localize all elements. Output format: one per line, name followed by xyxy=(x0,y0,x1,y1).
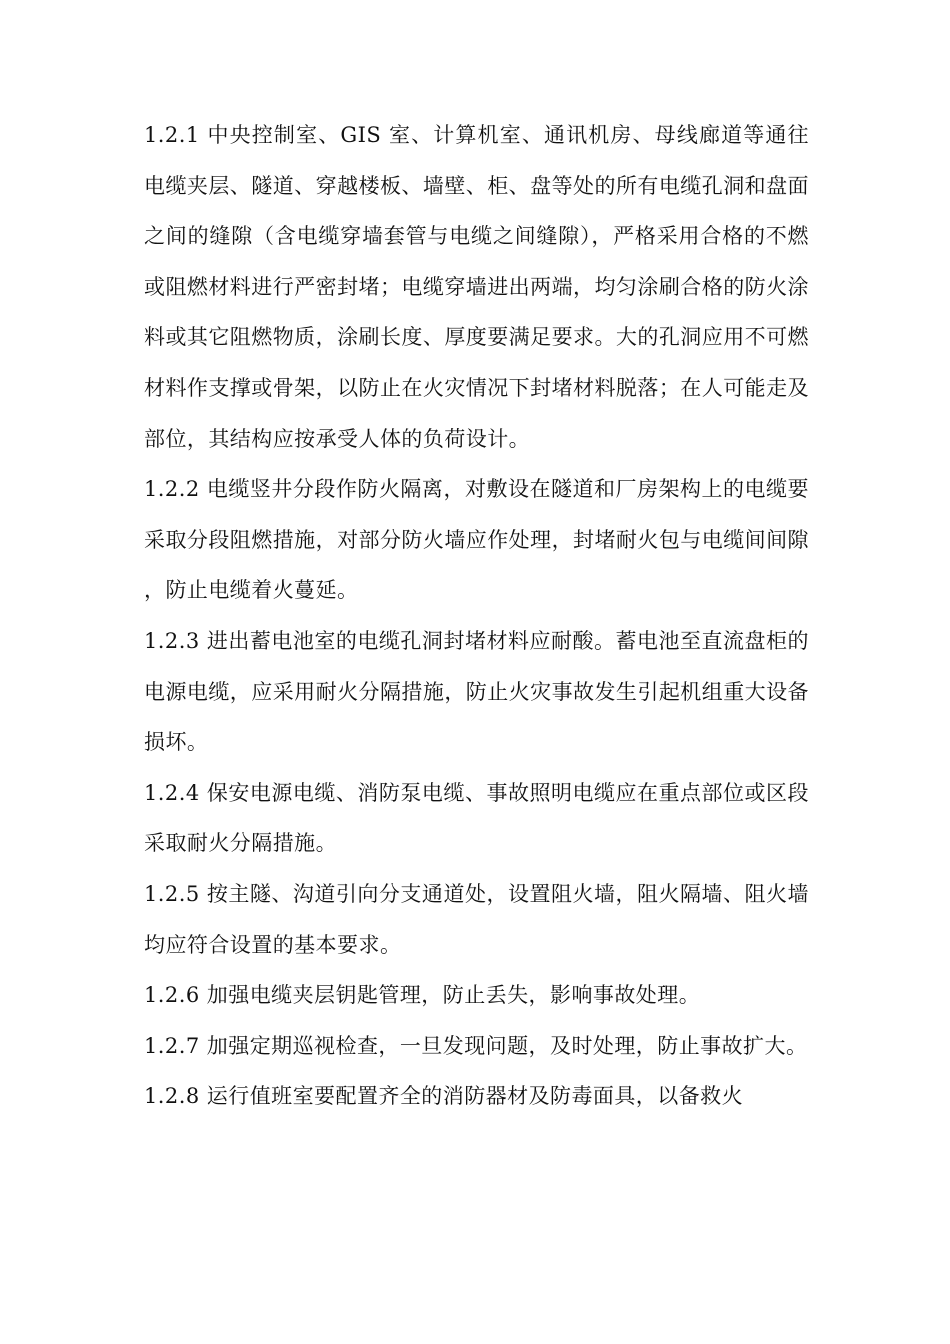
paragraph-1-2-7: 1.2.7 加强定期巡视检查，一旦发现问题，及时处理，防止事故扩大。 xyxy=(144,1033,808,1058)
document-page xyxy=(144,110,809,1122)
paragraph-1-2-6: 1.2.6 加强电缆夹层钥匙管理，防止丢失，影响事故处理。 xyxy=(144,983,701,1008)
paragraph-1-2-8: 1.2.8 运行值班室要配置齐全的消防器材及防毒面具，以备救火 xyxy=(144,1084,744,1109)
paragraph-1-2-1: 1.2.1 中央控制室、GIS 室、计算机室、通讯机房、母线廊道等通往电缆夹层、隧道、穿越楼板、墙壁、柜、盘等处的所有电缆孔洞和盘面之间的缝隙（含电缆穿墙套管与电缆之间缝隙），严格采用合格的不燃或阻燃材料进行严密封堵；电缆穿墙进出两端，均匀涂刷合格的防火涂料或其它阻燃物质，涂刷长度、厚度要满足要求。大的孔洞应用不可燃材料作支撑或骨架，以防止在火灾情况下封堵材料脱落；在人可能走及部位，其结构应按承受人体的负荷设计。 xyxy=(144,123,809,451)
paragraph-1-2-5: 1.2.5 按主隧、沟道引向分支通道处，设置阻火墙，阻火隔墙、阻火墙均应符合设置的基本要求。 xyxy=(144,881,809,957)
paragraph-1-2-4: 1.2.4 保安电源电缆、消防泵电缆、事故照明电缆应在重点部位或区段采取耐火分隔措施。 xyxy=(144,780,809,856)
paragraph-1-2-2: 1.2.2 电缆竖井分段作防火隔离，对敷设在隧道和厂房架构上的电缆要采取分段阻燃措施，对部分防火墙应作处理，封堵耐火包与电缆间间隙，防止电缆着火蔓延。 xyxy=(144,477,809,603)
paragraph-1-2-3: 1.2.3 进出蓄电池室的电缆孔洞封堵材料应耐酸。蓄电池至直流盘柜的电源电缆，应采用耐火分隔措施，防止火灾事故发生引起机组重大设备损坏。 xyxy=(144,628,809,755)
